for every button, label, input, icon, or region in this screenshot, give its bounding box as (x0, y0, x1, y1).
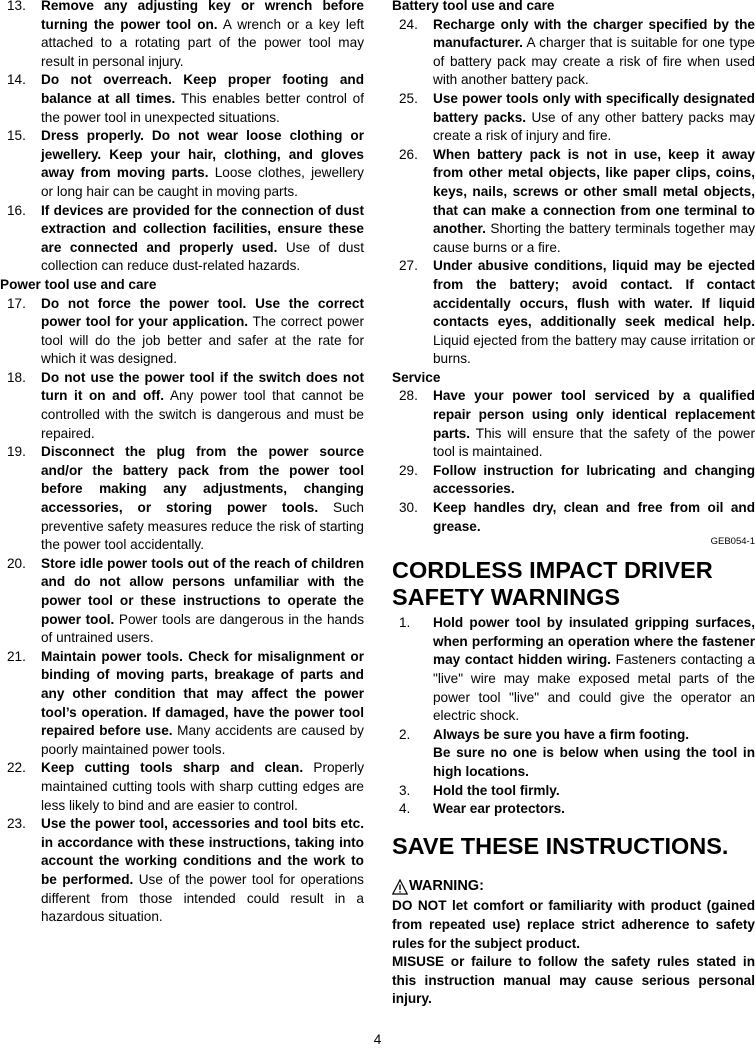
list-item (0, 369, 364, 443)
item-number: 17. (7, 295, 26, 311)
item-text (41, 648, 364, 760)
item-bold-text: Always be sure you have a firm footing. (433, 726, 690, 742)
warning-label: WARNING: (409, 877, 484, 894)
list-item (392, 499, 755, 536)
item-number: 27. (399, 258, 418, 274)
item-text (41, 127, 364, 201)
item-bold-text: Follow instruction for lubricating and changing accessories. (433, 462, 755, 497)
reference-code: GEB054-1 (710, 536, 755, 548)
list-item (0, 815, 364, 927)
item-text (433, 16, 755, 90)
item-bold-text: Disconnect the plug from the power source and/or the battery pack from the power tool before making any adjustments, changing accessories, or storing power tools. (41, 444, 364, 516)
item-text (41, 295, 364, 369)
warning-paragraph-2: MISUSE or failure to follow the safety rules stated in this instruction manual may cause serious personal injury. (392, 954, 755, 1007)
item-number: 24. (399, 16, 418, 32)
item-normal-text: Many accidents are caused by poorly maintained power tools. (41, 723, 364, 757)
item-normal-text: Power tools are dangerous in the hands of untrained users. (41, 611, 364, 646)
item-normal-text: Use of the power tool for operations different from those intended could result in a hazardous situation. (41, 871, 364, 925)
items-28-30 (392, 387, 755, 536)
item-number: 20. (7, 555, 26, 571)
item-normal-text: A wrench or a key left attached to a rotating part of the power tool may result in personal injury. (41, 16, 365, 69)
item-number: 14. (7, 72, 26, 88)
list-item (0, 295, 364, 369)
list-item (0, 202, 364, 276)
item-text (433, 782, 755, 801)
item-number: 4. (399, 801, 411, 817)
list-item (392, 387, 755, 461)
item-bold-text: Hold power tool by insulated gripping surfaces, when performing an operation where the fastener may contact hidden wiring. (433, 615, 755, 668)
item-number: 2. (399, 726, 411, 742)
warning-triangle-icon (392, 879, 408, 895)
item-number: 29. (399, 462, 418, 478)
item-normal-text: Use of any other battery packs may create a risk of injury and fire. (433, 109, 755, 144)
item-number: 23. (7, 816, 26, 832)
list-item (392, 726, 755, 782)
warning-heading (392, 877, 755, 896)
list-item (392, 90, 755, 146)
item-normal-text: Any power tool that cannot be controlled with the switch is dangerous and must be repaired. (41, 388, 364, 441)
cordless-items (392, 614, 755, 819)
item-text (433, 614, 755, 726)
list-item (0, 71, 364, 127)
item-text (41, 202, 364, 276)
item-bold-text: Do not use the power tool if the switch does not turn it on and off. (41, 369, 364, 404)
page-number: 4 (373, 1032, 382, 1047)
item-bold-text: Store idle power tools out of the reach of children and do not allow persons unfamiliar with the power tool or these instructions to operate the power tool. (41, 555, 364, 627)
cordless-title-line2: SAFETY WARNINGS (392, 583, 621, 610)
heading-battery-tool-use: Battery tool use and care (392, 0, 555, 13)
list-item (0, 648, 364, 760)
warning-paragraph-1: DO NOT let comfort or familiarity with product (gained from repeated use) replace strict adherence to safety rules for the subject product. (392, 898, 755, 951)
right-column (392, 0, 755, 1009)
item-number: 26. (399, 146, 418, 162)
item-bold-text: Use power tools only with specifically designated battery packs. (433, 90, 755, 125)
item-number: 15. (7, 128, 26, 144)
item-bold-text: Keep cutting tools sharp and clean. (41, 760, 304, 776)
list-item (392, 462, 755, 499)
item-text (41, 555, 364, 648)
item-number: 18. (7, 369, 26, 385)
item-bold-text: Remove any adjusting key or wrench before turning the power tool on. (41, 0, 364, 32)
item-bold-text: Use the power tool, accessories and tool bits etc. in accordance with these instructions, taking into account the working conditions and the work to be performed. (41, 816, 364, 887)
item-bold-text: Have your power tool serviced by a qualified repair person using only identical replacement parts. (433, 388, 755, 441)
list-item (0, 555, 364, 648)
item-text (41, 0, 364, 71)
item-text (433, 90, 755, 146)
item-text (433, 726, 755, 745)
list-item (0, 443, 364, 555)
list-item (392, 146, 755, 258)
item-bold-text: Under abusive conditions, liquid may be ejected from the battery; avoid contact. If contact accidentally occurs, flush with water. If liquid contacts eyes, additionally seek medical help. (433, 258, 755, 330)
item-text (433, 499, 755, 536)
item-normal-text: Use of dust collection can reduce dust-related hazards. (41, 239, 364, 274)
item-bold-text: Maintain power tools. Check for misalignment or binding of moving parts, breakage of parts and any other condition that may affect the power tool’s operation. If damaged, have the power tool repaired before use. (41, 648, 364, 739)
list-item (392, 257, 755, 369)
item-bold-text: Hold the tool firmly. (433, 782, 560, 798)
item-text (433, 462, 755, 499)
item-number: 30. (399, 500, 418, 516)
item-text (41, 443, 364, 555)
item-text (41, 71, 364, 127)
list-item (0, 759, 364, 815)
item-normal-text: This enables better control of the power tool in unexpected situations. (41, 90, 364, 125)
item-text (41, 759, 364, 815)
item-normal-text: Such preventive safety measures reduce the risk of starting the power tool accidentally. (41, 500, 364, 553)
item-text (433, 387, 755, 461)
item-text (433, 800, 755, 819)
item-normal-text: Loose clothes, jewellery or long hair can be caught in moving parts. (41, 165, 364, 199)
item-number: 16. (7, 202, 26, 218)
item-bold-text: Do not force the power tool. Use the correct power tool for your application. (41, 295, 364, 330)
cordless-title-line1: CORDLESS IMPACT DRIVER (392, 557, 713, 584)
item-number: 1. (399, 615, 411, 631)
item-number: 21. (7, 648, 26, 664)
save-instructions-title: SAVE THESE INSTRUCTIONS. (392, 832, 729, 859)
list-item (392, 800, 755, 819)
item-normal-text: Properly maintained cutting tools with sharp cutting edges are less likely to bind and are easier to control. (41, 760, 364, 813)
item-normal-text: Fasteners contacting a "live" wire may make exposed metal parts of the power tool "live" and could give the operator an electric shock. (433, 652, 755, 724)
item-normal-text: Shorting the battery terminals together may cause burns or a fire. (433, 221, 755, 255)
item-number: 3. (399, 782, 411, 798)
item-text (41, 815, 364, 927)
list-item (392, 614, 755, 726)
item-bold-text: When battery pack is not in use, keep it away from other metal objects, like paper clips, coins, keys, nails, screws or other small metal objects, that can make a connection from one terminal to another. (433, 146, 755, 237)
item-text (41, 369, 364, 443)
list-item (0, 0, 364, 71)
items-13-16 (0, 0, 364, 276)
item-text (433, 257, 755, 369)
item-bold-text: Wear ear protectors. (433, 801, 565, 817)
item-normal-text: A charger that is suitable for one type of battery pack may create a risk of fire when used with another battery pack. (433, 35, 755, 88)
item-number: 25. (399, 90, 418, 106)
item-bold-text: Recharge only with the charger specified by the manufacturer. (433, 16, 755, 51)
item-number: 28. (399, 388, 418, 404)
item-number: 22. (7, 760, 26, 776)
item-normal-text: The correct power tool will do the job better and safer at the rate for which it was designed. (41, 314, 365, 367)
item-text (433, 146, 755, 258)
items-24-27 (392, 16, 755, 369)
item-bold-text: Dress properly. Do not wear loose clothing or jewellery. Keep your hair, clothing, and gloves away from moving parts. (41, 128, 364, 181)
item-normal-text: This will ensure that the safety of the power tool is maintained. (433, 425, 755, 460)
item-number: 19. (7, 444, 26, 460)
cordless-safety-title (392, 557, 755, 610)
left-column (0, 0, 364, 927)
item-bold-text: Keep handles dry, clean and free from oil and grease. (433, 500, 755, 534)
list-item (0, 127, 364, 201)
list-item (392, 16, 755, 90)
item-subline: Be sure no one is below when using the tool in high locations. (433, 745, 755, 779)
item-bold-text: If devices are provided for the connection of dust extraction and collection facilities, ensure these are connected and properly used. (41, 202, 364, 255)
item-bold-text: Do not overreach. Keep proper footing and balance at all times. (41, 72, 364, 106)
heading-service: Service (392, 369, 441, 385)
heading-power-tool-use: Power tool use and care (0, 276, 157, 292)
list-item (392, 782, 755, 801)
item-normal-text: Liquid ejected from the battery may cause irritation or burns. (433, 332, 755, 367)
items-17-23 (0, 295, 364, 927)
item-number: 13. (7, 0, 26, 13)
